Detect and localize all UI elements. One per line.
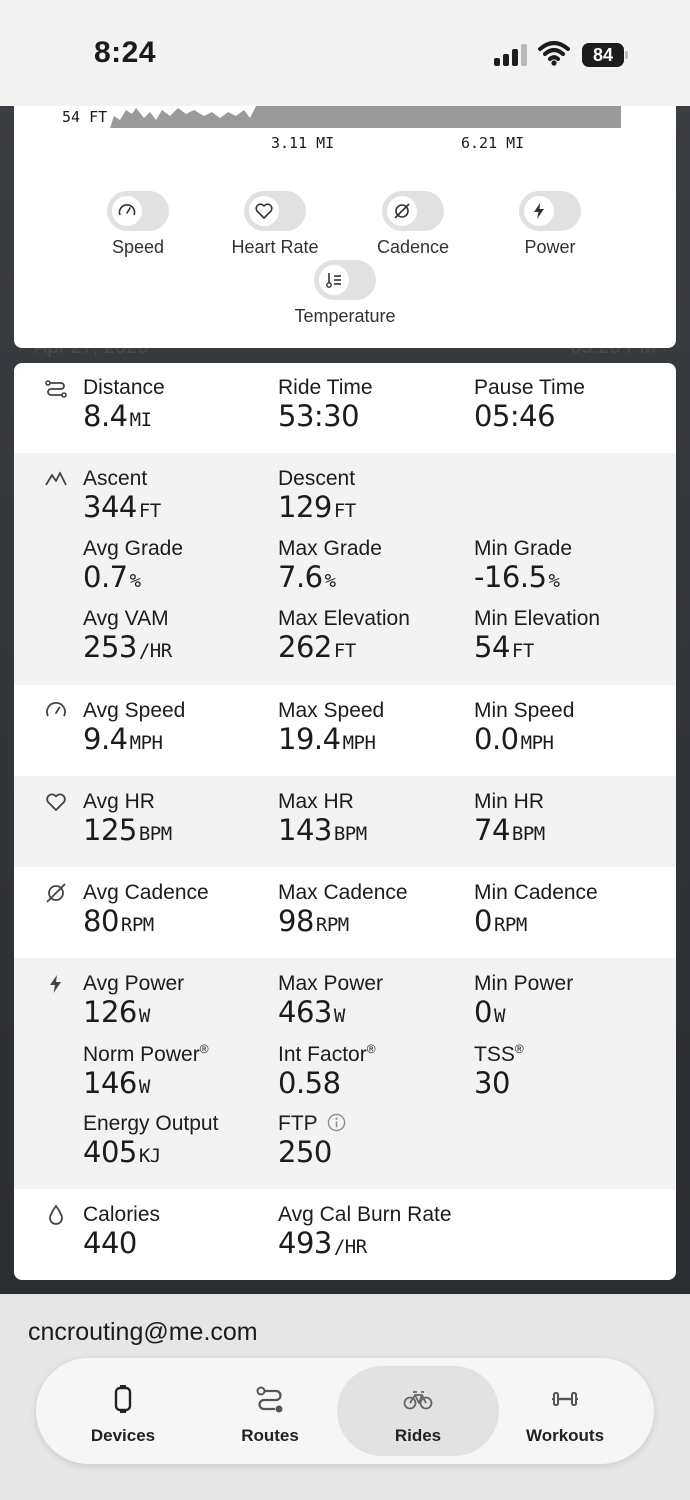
stat-max-cadence: Max Cadence 98 RPM: [278, 881, 408, 938]
tab-devices[interactable]: [42, 1366, 204, 1456]
toggle-heart-rate[interactable]: [220, 191, 330, 258]
distance-section: [14, 363, 676, 453]
stat-ftp: FTP 250: [278, 1112, 346, 1169]
stat-avg-power: Avg Power 126 W: [83, 972, 185, 1029]
stat-avg-hr: Avg HR 125 BPM: [83, 790, 172, 847]
toggle-label: Temperature: [294, 306, 396, 326]
lightning-icon: [529, 201, 549, 221]
tab-label: Devices: [90, 1426, 156, 1445]
heart-icon: [254, 201, 274, 221]
stat-max-grade: Max Grade 7.6 %: [278, 537, 382, 594]
dumbbell-icon: [550, 1384, 580, 1414]
toggle-cadence[interactable]: [363, 191, 463, 258]
status-bar: [0, 0, 690, 106]
tab-label: Routes: [241, 1426, 299, 1445]
power-section: [14, 958, 676, 1189]
wifi-icon: [538, 40, 570, 66]
toggle-power[interactable]: [510, 191, 590, 258]
stat-min-power: Min Power 0 W: [474, 972, 574, 1029]
stat-avg-grade: Avg Grade 0.7 %: [83, 537, 184, 594]
stat-min-speed: Min Speed 0.0 MPH: [474, 699, 575, 756]
stat-descent: Descent 129 FT: [278, 467, 356, 524]
tab-workouts[interactable]: [484, 1366, 646, 1456]
elevation-area: [110, 106, 621, 128]
stat-min-grade: Min Grade -16.5 %: [474, 537, 573, 594]
stat-distance: Distance 8.4 MI: [83, 376, 165, 433]
cadence-icon: [392, 201, 412, 221]
lightning-icon: [44, 972, 68, 996]
battery-level: 84: [582, 43, 624, 67]
stat-ascent: Ascent 344 FT: [83, 467, 161, 524]
stat-min-elevation: Min Elevation 54 FT: [474, 607, 601, 664]
stat-avg-speed: Avg Speed 9.4 MPH: [83, 699, 186, 756]
stat-min-hr: Min HR 74 BPM: [474, 790, 545, 847]
stat-avg-vam: Avg VAM 253 /HR: [83, 607, 172, 664]
thermometer-icon: [324, 270, 344, 290]
tab-routes[interactable]: [189, 1366, 351, 1456]
toggle-label: Cadence: [376, 237, 450, 257]
drop-icon: [44, 1203, 68, 1227]
route-icon: [44, 377, 68, 401]
speed-section: [14, 685, 676, 776]
stat-min-cadence: Min Cadence 0 RPM: [474, 881, 598, 938]
toggle-label: Power: [524, 237, 576, 257]
mountain-icon: [44, 467, 68, 491]
stat-avg-cal-burn-rate: Avg Cal Burn Rate 493 /HR: [278, 1203, 452, 1260]
stat-pause-time: Pause Time 05:46: [474, 376, 585, 433]
bicycle-icon: [403, 1384, 433, 1414]
cadence-section: [14, 867, 676, 958]
toggle-label: Heart Rate: [231, 237, 319, 257]
elevation-min-label: 54 FT: [62, 108, 108, 126]
cadence-icon: [44, 881, 68, 905]
info-icon[interactable]: [327, 1113, 346, 1132]
heart-rate-section: [14, 776, 676, 867]
x-tick-label: 6.21 MI: [461, 134, 525, 152]
tab-label: Rides: [394, 1426, 442, 1445]
stat-max-speed: Max Speed 19.4 MPH: [278, 699, 385, 756]
toggle-speed[interactable]: [98, 191, 178, 258]
stat-norm-power: Norm Power® 146 W: [83, 1042, 209, 1100]
toggle-label: Speed: [111, 237, 165, 257]
toggle-temperature[interactable]: [280, 260, 410, 327]
cellular-signal-icon: [494, 44, 528, 66]
stat-calories: Calories 440: [83, 1203, 161, 1260]
calories-section: [14, 1189, 676, 1280]
stat-max-power: Max Power 463 W: [278, 972, 384, 1029]
stat-ride-time: Ride Time 53:30: [278, 376, 373, 433]
status-time: 8:24: [94, 36, 157, 69]
elevation-section: [14, 453, 676, 685]
tab-rides[interactable]: [337, 1366, 499, 1456]
tab-label: Workouts: [525, 1426, 605, 1445]
speedometer-icon: [44, 699, 68, 723]
tab-bar: [36, 1358, 654, 1464]
x-tick-label: 3.11 MI: [271, 134, 335, 152]
stat-tss: TSS® 30: [474, 1042, 524, 1100]
ride-stats-card: [14, 363, 676, 1280]
speedometer-icon: [117, 201, 137, 221]
stat-int-factor: Int Factor® 0.58: [278, 1042, 376, 1100]
elevation-profile-chart[interactable]: [14, 106, 676, 146]
battery-icon: [582, 43, 628, 67]
routes-icon: [255, 1384, 285, 1414]
stat-max-hr: Max HR 143 BPM: [278, 790, 367, 847]
account-email: cncrouting@me.com: [28, 1318, 258, 1346]
heart-icon: [44, 790, 68, 814]
stat-max-elevation: Max Elevation 262 FT: [278, 607, 410, 664]
stat-energy-output: Energy Output 405 KJ: [83, 1112, 219, 1169]
device-icon: [108, 1384, 138, 1414]
stat-avg-cadence: Avg Cadence 80 RPM: [83, 881, 209, 938]
elevation-chart-card: [14, 106, 676, 348]
